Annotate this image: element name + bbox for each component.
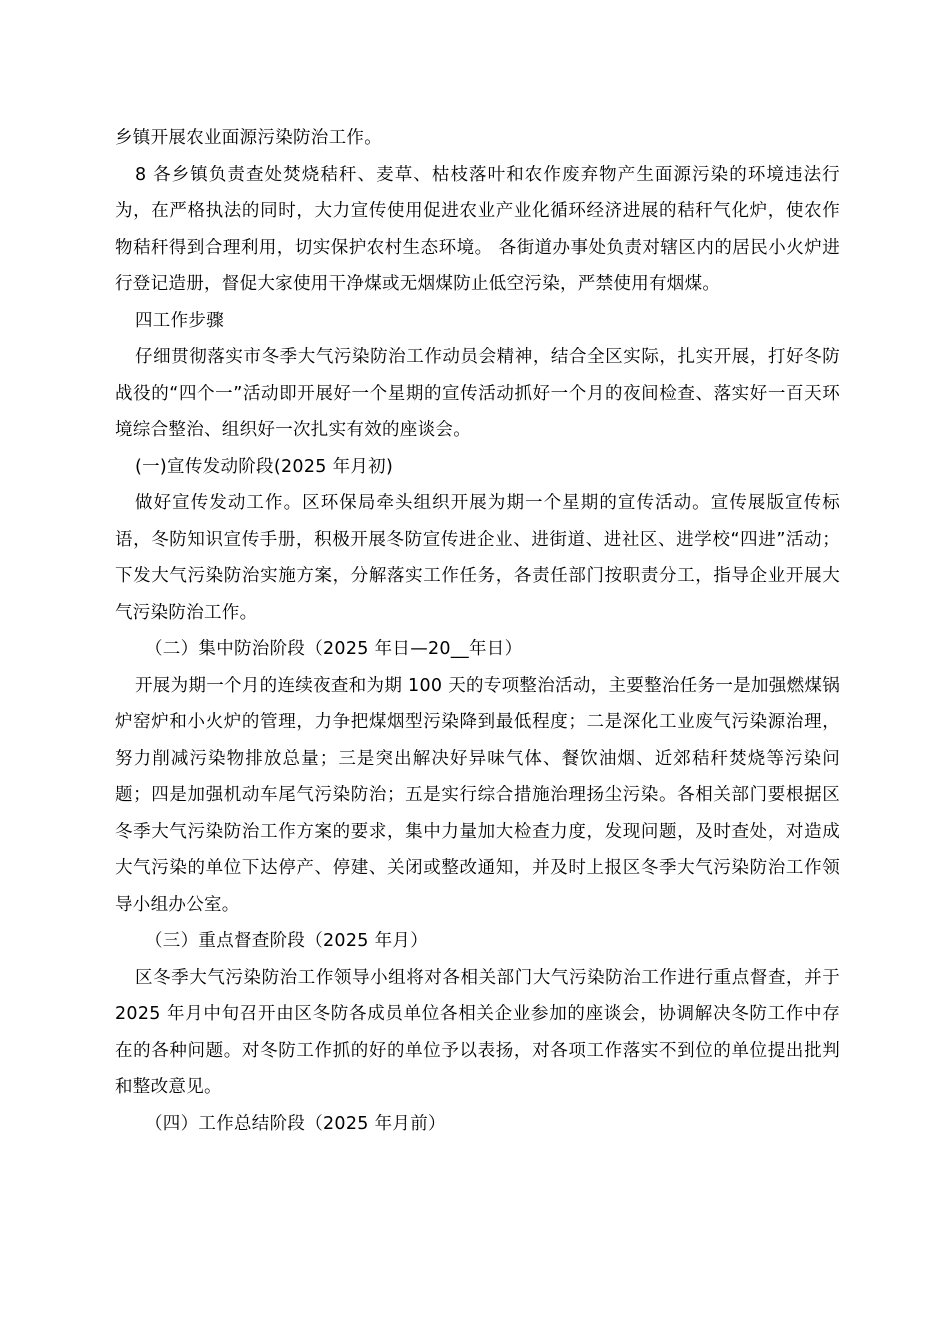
section-heading-work-steps: 四工作步骤 xyxy=(135,310,224,331)
subheading-stage-1: (一)宣传发动阶段(2025 年月初) xyxy=(135,456,394,477)
document-body xyxy=(115,120,840,1142)
paragraph-stage-1: 做好宣传发动工作。区环保局牵头组织开展为期一个星期的宣传活动。宣传展版宣传标语，冬防知识宣传手册，积极开展冬防宣传进企业、进街道、进社区、进学校“四进”活动；下发大气污染防治实施方案，分解落实工作任务，各责任部门按职责分工，指导企业开展大气污染防治工作。 xyxy=(115,493,840,623)
subheading-stage-2: （二）集中防治阶段（2025 年日—20__年日） xyxy=(145,639,523,659)
paragraph-stage-3: 区冬季大气污染防治工作领导小组将对各相关部门大气污染防治工作进行重点督查，并于 2025 年月中旬召开由区冬防各成员单位各相关企业参加的座谈会，协调解决冬防工作中存在的各种问题。对冬防工作抓的好的单位予以表扬，对各项工作落实不到位的单位提出批判和整改意见。 xyxy=(115,967,840,1097)
subheading-stage-4: （四）工作总结阶段（2025 年月前） xyxy=(145,1113,446,1134)
paragraph-continuation: 乡镇开展农业面源污染防治工作。 xyxy=(115,128,382,148)
paragraph-stage-2: 开展为期一个月的连续夜查和为期 100 天的专项整治活动，主要整治任务一是加强燃煤锅炉窑炉和小火炉的管理，力争把煤烟型污染降到最低程度；二是深化工业废气污染源治理，努力削减污染物排放总量；三是突出解决好异味气体、餐饮油烟、近郊秸秆焚烧等污染问题；四是加强机动车尾气污染防治；五是实行综合措施治理扬尘污染。各相关部门要根据区冬季大气污染防治工作方案的要求，集中力量加大检查力度，发现问题，及时查处，对造成大气污染的单位下达停产、停建、关闭或整改通知，并及时上报区冬季大气污染防治工作领导小组办公室。 xyxy=(115,675,840,915)
subheading-stage-3: （三）重点督查阶段（2025 年月） xyxy=(145,931,428,951)
paragraph-work-steps-intro: 仔细贯彻落实市冬季大气污染防治工作动员会精神，结合全区实际，扎实开展，打好冬防战役的“四个一”活动即开展好一个星期的宣传活动抓好一个月的夜间检查、落实好一百天环境综合整治、组织好一次扎实有效的座谈会。 xyxy=(115,347,840,440)
paragraph-item-8: 8 各乡镇负责查处焚烧秸秆、麦草、枯枝落叶和农作废弃物产生面源污染的环境违法行为，在严格执法的同时，大力宣传使用促进农业产业化循环经济进展的秸秆气化炉，使农作物秸秆得到合理利用，切实保护农村生态环境。 各街道办事处负责对辖区内的居民小火炉进行登记造册，督促大家使用干净煤或无烟煤防止低空污染，严禁使用有烟煤。 xyxy=(115,164,840,294)
